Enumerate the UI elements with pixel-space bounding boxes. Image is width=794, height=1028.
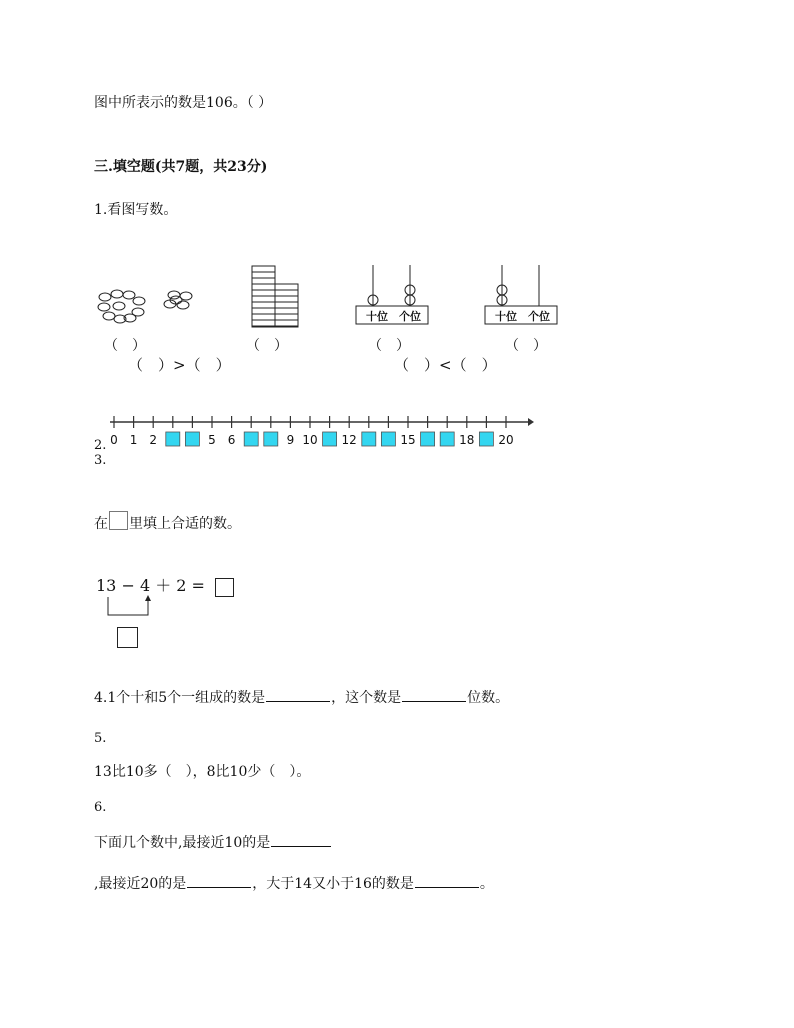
- q1-compare-left: （ ）>（ ）: [128, 356, 231, 374]
- q5-number: 5.: [94, 731, 107, 746]
- number-line-label: 9: [286, 433, 295, 447]
- number-line: [104, 412, 536, 452]
- section-heading: 三.填空题(共7题，共23分): [94, 159, 268, 175]
- q2-number: 2.: [94, 438, 107, 453]
- q1-answer-paren-4: （ ）: [505, 338, 547, 354]
- q3-bracket-arrow: [104, 595, 164, 625]
- q4-blank-2[interactable]: [402, 688, 466, 702]
- q3-expression: 13 − 4 ＋ 2 =: [96, 576, 205, 595]
- number-line-label: 1: [129, 433, 138, 447]
- oval-cluster-right: [164, 291, 192, 309]
- number-line-answer-box[interactable]: [166, 432, 180, 446]
- number-line-label: 20: [498, 433, 514, 447]
- number-line-answer-box[interactable]: [185, 432, 199, 446]
- abacus-left-tens-label: 十位: [366, 310, 388, 323]
- q3-number: 3.: [94, 453, 107, 468]
- number-line-label: 18: [459, 433, 475, 447]
- number-line-answer-box[interactable]: [244, 432, 258, 446]
- number-line-answer-box[interactable]: [440, 432, 454, 446]
- q4-part1: 4.1个十和5个一组成的数是: [94, 690, 266, 706]
- q3-instruction-pre: 在: [94, 516, 108, 532]
- q5-text: 13比10多（ ），8比10少（ ）。: [94, 764, 311, 780]
- number-line-answer-box[interactable]: [362, 432, 376, 446]
- abacus-right-tens-label: 十位: [495, 310, 517, 323]
- q3-instruction: [94, 511, 241, 533]
- stacked-bar-blocks: [252, 266, 298, 327]
- q1-answer-paren-1: （ ）: [104, 338, 146, 354]
- q1-pictures: [90, 255, 570, 335]
- q6-line2-b: ，大于14又小于16的数是: [252, 876, 414, 892]
- q6-line2: [94, 874, 494, 893]
- number-line-label: 0: [110, 433, 118, 447]
- number-line-label: 2: [149, 433, 158, 447]
- q4-part3: 位数。: [467, 690, 510, 706]
- q6-line2-c: 。: [479, 876, 494, 892]
- oval-cluster-left: [98, 290, 145, 323]
- number-line-label: 10: [302, 433, 318, 447]
- number-line-label: 6: [227, 433, 236, 447]
- q3-instruction-post: 里填上合适的数。: [129, 516, 241, 532]
- number-line-answer-box[interactable]: [264, 432, 278, 446]
- number-line-answer-box[interactable]: [479, 432, 493, 446]
- q6-line1: [94, 833, 332, 852]
- q4-part2: ，这个数是: [331, 690, 402, 706]
- q1-answer-paren-3: （ ）: [368, 338, 410, 354]
- q3-result-box[interactable]: [215, 578, 234, 597]
- number-line-answer-box[interactable]: [421, 432, 435, 446]
- q6-blank-1[interactable]: [271, 833, 331, 847]
- q4-blank-1[interactable]: [266, 688, 330, 702]
- q6-line2-a: ,最接近20的是: [94, 876, 187, 892]
- number-line-label: 15: [400, 433, 416, 447]
- q6-blank-3[interactable]: [415, 874, 479, 888]
- q4-text: [94, 688, 509, 707]
- number-line-answer-box[interactable]: [381, 432, 395, 446]
- q1-compare-right: （ ）<（ ）: [394, 356, 497, 374]
- previous-question-text: 图中所表示的数是106。（ ）: [94, 95, 273, 111]
- q6-line1-text: 下面几个数中,最接近10的是: [94, 835, 271, 851]
- q3-intermediate-box[interactable]: [117, 627, 138, 648]
- number-line-answer-box[interactable]: [323, 432, 337, 446]
- box-icon: [109, 511, 128, 530]
- abacus-right-ones-label: 个位: [528, 310, 550, 323]
- q1-answer-paren-2: （ ）: [246, 338, 288, 354]
- q1-label: 1.看图写数。: [94, 202, 178, 218]
- number-line-label: 12: [341, 433, 357, 447]
- q6-number: 6.: [94, 800, 107, 815]
- abacus-left-ones-label: 个位: [399, 310, 421, 323]
- q6-blank-2[interactable]: [187, 874, 251, 888]
- number-line-label: 5: [208, 433, 216, 447]
